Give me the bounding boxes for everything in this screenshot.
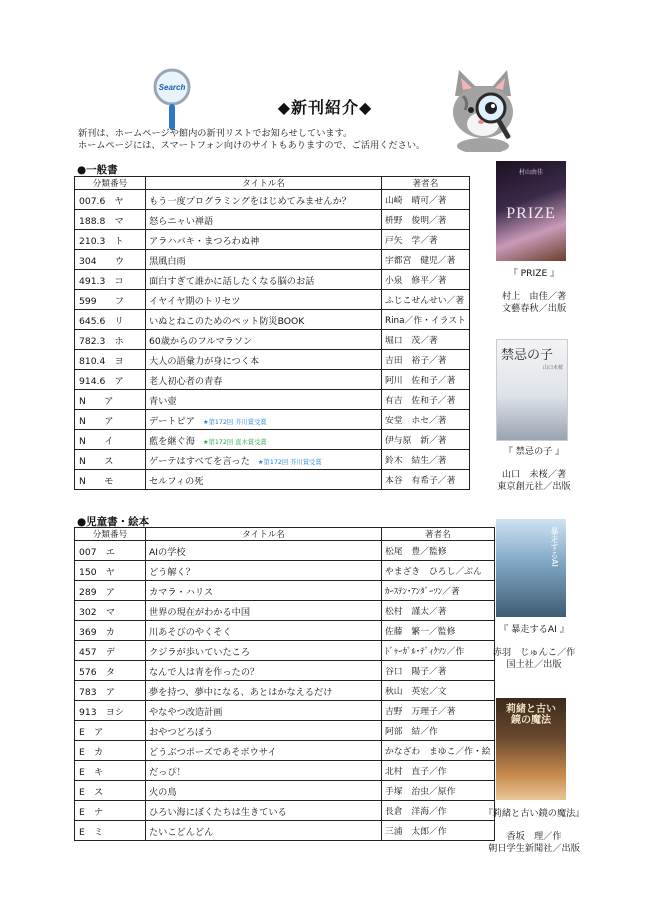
author-cell: 松尾 豊／監修 [382, 541, 495, 561]
author-cell: ﾄﾞｩｰｶﾞﾙ･ﾃﾞｨｸｿﾝ／作 [382, 641, 495, 661]
table-row [75, 330, 470, 350]
table-row [75, 370, 470, 390]
title-cell [146, 230, 382, 250]
title-cell [146, 761, 382, 781]
book-title-text: 藍を継ぐ海 [149, 435, 195, 447]
title-cell [146, 801, 382, 821]
book-title-text: なんで人は青を作ったの？ [149, 666, 260, 678]
call-number-cell: N ス [75, 450, 146, 470]
author-cell: 谷口 陽子／著 [382, 661, 495, 681]
cover-title: 暴走するAI [550, 527, 559, 567]
title-cell [146, 390, 382, 410]
call-number-cell: 783 ア [75, 681, 146, 701]
call-number-cell: 599 フ [75, 290, 146, 310]
table-row [75, 190, 470, 210]
table-row [75, 801, 495, 821]
header-author: 著者名 [382, 177, 470, 190]
call-number-cell: E ス [75, 781, 146, 801]
header-title: タイトル名 [146, 528, 382, 541]
call-number-cell: 491.3 コ [75, 270, 146, 290]
award-badge: ★第172回 芥川賞受賞 [257, 458, 322, 466]
title-cell [146, 350, 382, 370]
book-title-text: 黒風白雨 [149, 255, 186, 267]
book-title-text: クジラが歩いていたころ [149, 646, 251, 658]
book-title-text: 60歳からのフルマラソン [149, 335, 253, 347]
author-cell: 長倉 洋海／作 [382, 801, 495, 821]
book-title-text: 夢を持つ、夢中になる、あとはかなえるだけ [149, 686, 333, 698]
table-row [75, 210, 470, 230]
book-author: 赤羽 じゅんこ／作 [492, 646, 576, 658]
table-row [75, 781, 495, 801]
book-title-text: 青い壺 [149, 395, 177, 407]
table-row [75, 350, 470, 370]
book-title-text: ひろい海にぼくたちは生きている [149, 806, 287, 818]
title-cell [146, 290, 382, 310]
call-number-cell: 188.8 マ [75, 210, 146, 230]
table-row [75, 601, 495, 621]
title-cell [146, 621, 382, 641]
title-cell [146, 601, 382, 621]
header-author: 著者名 [382, 528, 495, 541]
book-caption-rio [474, 808, 594, 856]
book-author: 山口 未桜／著 [501, 468, 567, 480]
table-row [75, 450, 470, 470]
author-cell: 阿川 佐和子／著 [382, 370, 470, 390]
call-number-cell: 576 タ [75, 661, 146, 681]
intro-line: ホームページには、スマートフォン向けのサイトもありますので、ご活用ください。 [78, 140, 426, 151]
book-title-text: もう一度プログラミングをはじめてみませんか？ [149, 195, 351, 207]
table-row [75, 430, 470, 450]
book-publisher: 国土社／出版 [506, 659, 562, 670]
book-title-text: どう解く？ [149, 566, 195, 578]
call-number-cell: 369 カ [75, 621, 146, 641]
book-title-text: 老人初心者の青春 [149, 375, 223, 387]
table-row [75, 581, 495, 601]
author-cell: 小泉 修平／著 [382, 270, 470, 290]
award-badge: ★第172回 直木賞受賞 [202, 438, 267, 446]
table-row [75, 541, 495, 561]
author-cell: 三浦 太郎／作 [382, 821, 495, 841]
title-cell [146, 470, 382, 490]
table-row [75, 470, 470, 490]
title-cell [146, 681, 382, 701]
call-number-cell: 302 マ [75, 601, 146, 621]
title-cell [146, 741, 382, 761]
title-cell [146, 561, 382, 581]
table-row [75, 701, 495, 721]
call-number-cell: 810.4 ヨ [75, 350, 146, 370]
book-title-text: 川あそびのやくそく [149, 626, 232, 638]
book-title-text: イヤイヤ期のトリセツ [149, 295, 241, 307]
call-number-cell: E ナ [75, 801, 146, 821]
call-number-cell: N イ [75, 430, 146, 450]
title-cell [146, 190, 382, 210]
book-title-text: デートピア [149, 415, 195, 427]
author-cell: かなざわ まゆこ／作・絵 [382, 741, 495, 761]
title-cell [146, 410, 382, 430]
table-row [75, 721, 495, 741]
title-cell [146, 721, 382, 741]
cover-title: PRIZE [506, 205, 556, 222]
author-cell: 阿部 結／作 [382, 721, 495, 741]
book-cover-prize [496, 161, 566, 261]
book-title-text: ゲーテはすべてを言った [149, 455, 250, 467]
table-row [75, 661, 495, 681]
call-number-cell: 457 デ [75, 641, 146, 661]
intro-line: 新刊は、ホームページや館内の新刊リストでお知らせしています。 [78, 128, 353, 139]
author-cell: 松村 謹太／著 [382, 601, 495, 621]
call-number-cell: N ア [75, 390, 146, 410]
author-cell: 戸矢 学／著 [382, 230, 470, 250]
header-title: タイトル名 [146, 177, 382, 190]
cover-title: 莉緒と古い鏡の魔法 [506, 704, 556, 726]
title-cell [146, 781, 382, 801]
author-cell: 宇都宮 健児／著 [382, 250, 470, 270]
table-row [75, 250, 470, 270]
title-cell [146, 250, 382, 270]
book-title-text: やなやつ改造計画 [149, 706, 223, 718]
call-number-cell: 007 エ [75, 541, 146, 561]
book-cover-kinki [496, 339, 568, 441]
header-code: 分類番号 [75, 528, 146, 541]
author-cell: 佐藤 繁一／監修 [382, 621, 495, 641]
call-number-cell: 914.6 ア [75, 370, 146, 390]
author-cell: Rina／作・イラスト [382, 310, 470, 330]
magnifier-label: Search [158, 83, 186, 92]
call-number-cell: E キ [75, 761, 146, 781]
author-cell: 枡野 俊明／著 [382, 210, 470, 230]
book-title: 『 暴走するAI 』 [499, 624, 569, 635]
children-section-heading: ●児童書・絵本 [77, 516, 150, 528]
author-cell: 有吉 佐和子／著 [382, 390, 470, 410]
call-number-cell: 150 ヤ [75, 561, 146, 581]
author-cell: 吉田 裕子／著 [382, 350, 470, 370]
book-title-text: 大人の語彙力が身につく本 [149, 355, 260, 367]
book-cover-bousou [496, 519, 566, 617]
call-number-cell: E カ [75, 741, 146, 761]
title-cell [146, 661, 382, 681]
author-cell: 堀口 茂／著 [382, 330, 470, 350]
book-title: 『莉緒と古い鏡の魔法』 [483, 808, 585, 819]
table-row [75, 681, 495, 701]
title-cell [146, 430, 382, 450]
author-cell: 秋山 英宏／文 [382, 681, 495, 701]
author-cell: 伊与原 新／著 [382, 430, 470, 450]
book-title-text: 世界の現在がわかる中国 [149, 606, 251, 618]
author-cell: 山崎 晴可／著 [382, 190, 470, 210]
header-code: 分類番号 [75, 177, 146, 190]
author-cell: 本谷 有希子／著 [382, 470, 470, 490]
title-cell [146, 581, 382, 601]
book-publisher: 朝日学生新聞社／出版 [488, 843, 580, 854]
table-row [75, 741, 495, 761]
book-title-text: 火の鳥 [149, 786, 177, 798]
table-row [75, 621, 495, 641]
author-cell: やまざき ひろし／ぶん [382, 561, 495, 581]
title-cell [146, 821, 382, 841]
general-section-heading: ●一般書 [77, 164, 118, 176]
table-row [75, 561, 495, 581]
author-cell: ｶｰｽﾃﾝ･ｱﾝﾀﾞｰｿﾝ／著 [382, 581, 495, 601]
table-row [75, 410, 470, 430]
book-title-text: おやつどろぼう [149, 726, 214, 738]
book-caption-prize [479, 268, 589, 316]
cover-author: 村山由佳 [518, 169, 543, 176]
title-cell [146, 330, 382, 350]
author-cell: 鈴木 結生／著 [382, 450, 470, 470]
author-cell: 吉野 万理子／著 [382, 701, 495, 721]
book-title-text: AIの学校 [149, 546, 186, 558]
page-title: ◆新刊紹介◆ [277, 98, 373, 117]
title-cell [146, 370, 382, 390]
book-publisher: 東京創元社／出版 [497, 481, 571, 492]
book-title-text: 面白すぎて誰かに話したくなる脳のお話 [149, 275, 315, 287]
table-row [75, 310, 470, 330]
children-books-table [74, 527, 495, 841]
book-title: 『 禁忌の子 』 [503, 446, 565, 457]
book-title-text: だっぴ！ [149, 766, 186, 778]
call-number-cell: 210.3 ト [75, 230, 146, 250]
call-number-cell: 289 ア [75, 581, 146, 601]
book-caption-bousou [479, 624, 589, 672]
book-title: 『 PRIZE 』 [508, 268, 560, 279]
title-cell [146, 701, 382, 721]
table-row [75, 390, 470, 410]
book-title-text: たいこどんどん [149, 826, 214, 838]
cover-author: 山口未桜 [542, 365, 563, 371]
table-row [75, 230, 470, 250]
call-number-cell: 304 ウ [75, 250, 146, 270]
title-cell [146, 310, 382, 330]
table-row [75, 821, 495, 841]
table-row [75, 641, 495, 661]
call-number-cell: E ア [75, 721, 146, 741]
book-title-text: カマラ・ハリス [149, 586, 214, 598]
cover-title: 禁忌の子 [501, 347, 554, 362]
book-author: 村上 由佳／著 [501, 290, 567, 302]
call-number-cell: 913 ヨシ [75, 701, 146, 721]
call-number-cell: N モ [75, 470, 146, 490]
author-cell: 手塚 治虫／原作 [382, 781, 495, 801]
title-cell [146, 450, 382, 470]
book-title-text: どうぶつポーズであそボウサイ [149, 746, 277, 758]
book-cover-rio [496, 698, 566, 800]
award-badge: ★第172回 芥川賞受賞 [202, 418, 267, 426]
call-number-cell: 007.6 ヤ [75, 190, 146, 210]
table-row [75, 290, 470, 310]
author-cell: ふじこせんせい／著 [382, 290, 470, 310]
table-row [75, 761, 495, 781]
book-author: 香坂 理／作 [506, 830, 562, 842]
book-title-text: 怒らニャい禅語 [149, 215, 214, 227]
book-title-text: いぬとねこのためのペット防災BOOK [149, 315, 305, 327]
title-cell [146, 210, 382, 230]
book-title-text: アラハバキ・まつろわぬ神 [149, 235, 260, 247]
intro-text [78, 128, 425, 152]
title-cell [146, 541, 382, 561]
table-row [75, 270, 470, 290]
book-title-text: セルフィの死 [149, 475, 204, 487]
title-cell [146, 270, 382, 290]
author-cell: 安堂 ホセ／著 [382, 410, 470, 430]
author-cell: 北村 直子／作 [382, 761, 495, 781]
general-books-table [74, 176, 470, 490]
call-number-cell: 645.6 リ [75, 310, 146, 330]
book-caption-kinki [479, 446, 589, 494]
call-number-cell: N ア [75, 410, 146, 430]
title-cell [146, 641, 382, 661]
call-number-cell: 782.3 ホ [75, 330, 146, 350]
call-number-cell: E ミ [75, 821, 146, 841]
book-publisher: 文藝春秋／出版 [501, 303, 567, 314]
